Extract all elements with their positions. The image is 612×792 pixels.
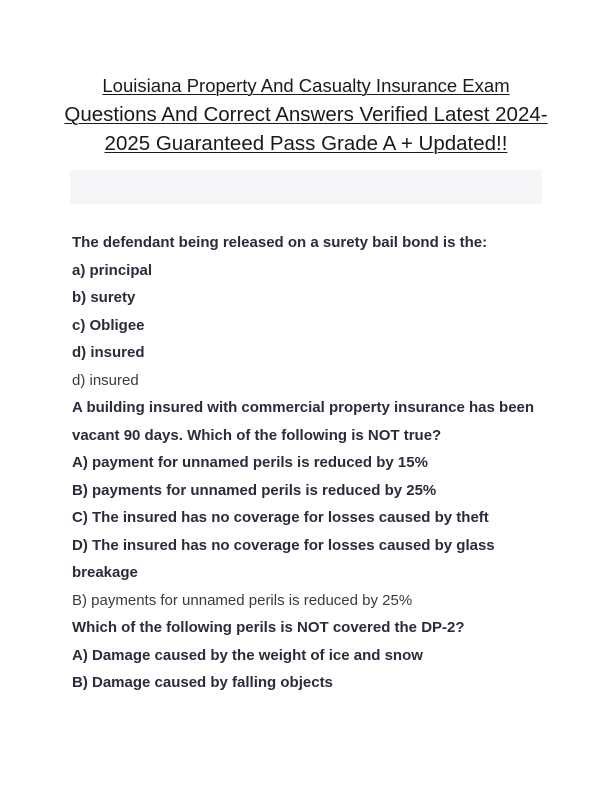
answer-option: b) surety [72, 289, 136, 306]
question-text: A building insured with commercial property insurance has been vacant 90 days. Which of the following is NOT true? [72, 399, 535, 444]
answer-option: A) Damage caused by the weight of ice and snow [72, 646, 423, 664]
answer-option: B) payments for unnamed perils is reduced by 25% [72, 481, 437, 499]
question-text: Which of the following perils is NOT covered the DP-2? [72, 619, 465, 636]
answer-option: D) The insured has no coverage for losses caused by glass breakage [72, 536, 495, 581]
title-line-2: Questions And Correct Answers Verified Latest 2024- [64, 103, 548, 126]
answer-option: c) Obligee [72, 316, 145, 334]
answer-option: a) principal [72, 261, 153, 279]
title-line-1: Louisiana Property And Casualty Insurance Exam [102, 75, 510, 96]
correct-answer: B) payments for unnamed perils is reduced by 25% [72, 591, 413, 609]
question-text: The defendant being released on a surety bail bond is the: [72, 234, 488, 251]
blank-banner [70, 170, 542, 204]
answer-option: d) insured [72, 344, 145, 361]
answer-option: B) Damage caused by falling objects [72, 674, 333, 691]
answer-option: C) The insured has no coverage for losses caused by theft [72, 509, 489, 526]
questions-content [72, 229, 542, 697]
answer-option: A) payment for unnamed perils is reduced by 15% [72, 454, 428, 471]
correct-answer: d) insured [72, 371, 139, 389]
document-title [60, 72, 552, 158]
title-line-3: 2025 Guaranteed Pass Grade A + Updated!! [104, 132, 508, 155]
